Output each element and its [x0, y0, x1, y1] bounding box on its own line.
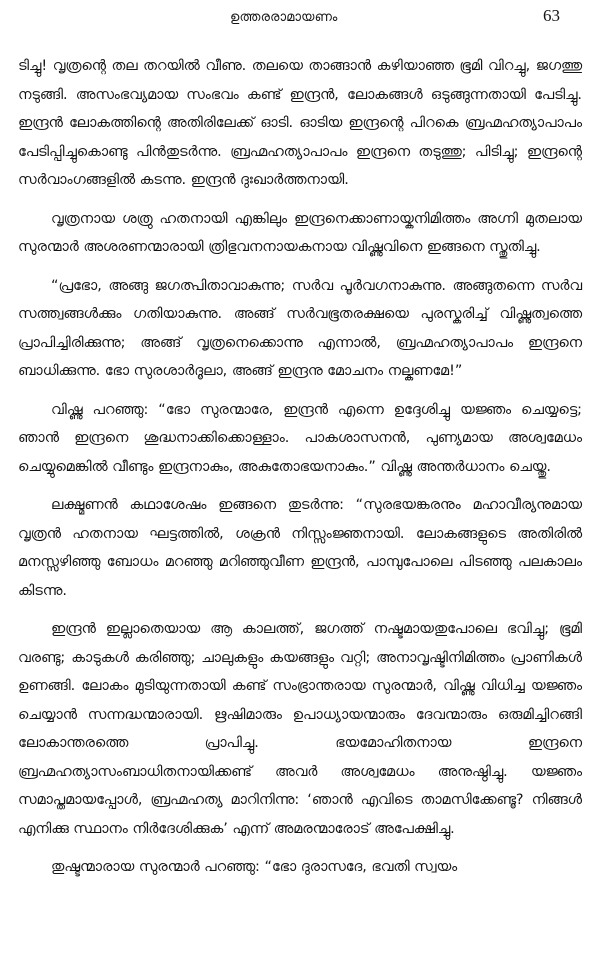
running-header-title: ഉത്തരരാമായണം: [230, 10, 338, 25]
paragraph-2: വൃത്രനായ ശത്രു ഹതനായി എങ്കിലും ഇന്ദ്രനെക്കാണായ്കനിമിത്തം അഗ്നി മുതലായ സുരന്മാർ അശരണന്മാരായി ത്രിഭുവനനായകനായ വിഷ്ണുവിനെ ഇങ്ങനെ സ്തുതിച്ചു.: [18, 210, 582, 255]
body-text: [18, 52, 582, 892]
paragraph-7: തുഷ്ടന്മാരായ സുരന്മാർ പറഞ്ഞു: “ഭോ ദുരാസദേ, ഭവതി സ്വയം: [51, 859, 458, 875]
paragraph-6: ഇന്ദ്രൻ ഇല്ലാതെയായ ആ കാലത്ത്, ജഗത്ത് നഷ്ടമായതുപോലെ ഭവിച്ചു; ഭൂമി വരണ്ടു; കാടുകൾ കരിഞ്ഞു; ചാലുകളും കയങ്ങളും വറ്റി; അനാവൃഷ്ടിനിമിത്തം പ്രാണികൾ ഉണങ്ങി. ലോകം മുടിയുന്നതായി കണ്ട് സംഭ്രാന്തരായ സുരന്മാർ, വിഷ്ണു വിധിച്ച യജ്ഞം ചെയ്യാൻ സന്നദ്ധന്മാരായി. ഋഷിമാരും ഉപാധ്യായന്മാരും ദേവന്മാരും ഒരുമിച്ചിറങ്ങി ലോകാന്തരത്തെ പ്രാപിച്ചു. ഭയമോഹിതനായ ഇന്ദ്രനെ ബ്രഹ്മഹത്യാസംബാധിതനായിക്കണ്ട് അവർ അശ്വമേധം അനുഷ്ഠിച്ചു. യജ്ഞം സമാപ്തമായപ്പോൾ, ബ്രഹ്മഹത്യ മാറിനിന്നു: ‘ഞാൻ എവിടെ താമസിക്കേണ്ടൂ? നിങ്ങൾ എനിക്കു സ്ഥാനം നിർദേശിക്കുക’ എന്ന് അമരന്മാരോട് അപേക്ഷിച്ചു.: [18, 621, 582, 837]
paragraph-5: ലക്ഷ്മണൻ കഥാശേഷം ഇങ്ങനെ തുടർന്നു: “സുരഭയങ്കരനും മഹാവീര്യനുമായ വൃത്രൻ ഹതനായ ഘട്ടത്തിൽ, ശക്രൻ നിസ്സംജ്ഞനായി. ലോകങ്ങളുടെ അതിരിൽ മനസ്സഴിഞ്ഞു ബോധം മറഞ്ഞു മറിഞ്ഞുവീണ ഇന്ദ്രൻ, പാമ്പുപോലെ പിടഞ്ഞു പലകാലം കിടന്നു.: [18, 497, 582, 599]
paragraph-3: “പ്രഭോ, അങ്ങു ജഗത്പിതാവാകുന്നു; സർവ പൂർവഗനാകുന്നു. അങ്ങുതന്നെ സർവ സത്ത്വങ്ങൾക്കും ഗതിയാകുന്നു. അങ്ങ് സർവഭൂതരക്ഷയെ പുരസ്കരിച്ച് വിഷ്ണുത്വത്തെ പ്രാപിച്ചിരിക്കുന്നു; അങ്ങ് വൃത്രനെക്കൊന്നു എന്നാൽ, ബ്രഹ്മഹത്യാപാപം ഇന്ദ്രനെ ബാധിക്കുന്നു. ഭോ സുരശാർദൂലാ, അങ്ങ് ഇന്ദ്രനു മോചനം നല്കണമേ!”: [18, 277, 582, 379]
paragraph-4: വിഷ്ണു പറഞ്ഞു: “ഭോ സുരന്മാരേ, ഇന്ദ്രൻ എന്നെ ഉദ്ദേശിച്ചു യജ്ഞം ചെയ്യട്ടെ; ഞാൻ ഇന്ദ്രനെ ശുദ്ധനാക്കിക്കൊള്ളാം. പാകശാസനൻ, പുണ്യമായ അശ്വമേധം ചെയ്യുമെങ്കിൽ വീണ്ടും ഇന്ദ്രനാകും, അകുതോഭയനാകും.” വിഷ്ണു അന്തർധാനം ചെയ്തു.: [18, 401, 582, 475]
paragraph-1: ടിച്ചു! വൃത്രന്റെ തല തറയിൽ വീണു. തലയെ താങ്ങാൻ കഴിയാഞ്ഞ ഭൂമി വിറച്ചു, ജഗത്തു നടുങ്ങി. അസംഭവ്യമായ സംഭവം കണ്ട് ഇന്ദ്രൻ, ലോകങ്ങൾ ഒടുങ്ങുന്നതായി പേടിച്ചു. ഇന്ദ്രൻ ലോകത്തിന്റെ അതിരിലേക്ക് ഓടി. ഓടിയ ഇന്ദ്രന്റെ പിറകെ ബ്രഹ്മഹത്യാപാപം പേടിപ്പിച്ചുകൊണ്ടു പിൻതുടർന്നു. ബ്രഹ്മഹത്യാപാപം ഇന്ദ്രനെ തടുത്തു; പിടിച്ചു; ഇന്ദ്രന്റെ സർവാംഗങ്ങളിൽ കടന്നു. ഇന്ദ്രൻ ദുഃഖാർത്തനായി.: [18, 58, 582, 188]
page-number: 63: [543, 6, 560, 25]
